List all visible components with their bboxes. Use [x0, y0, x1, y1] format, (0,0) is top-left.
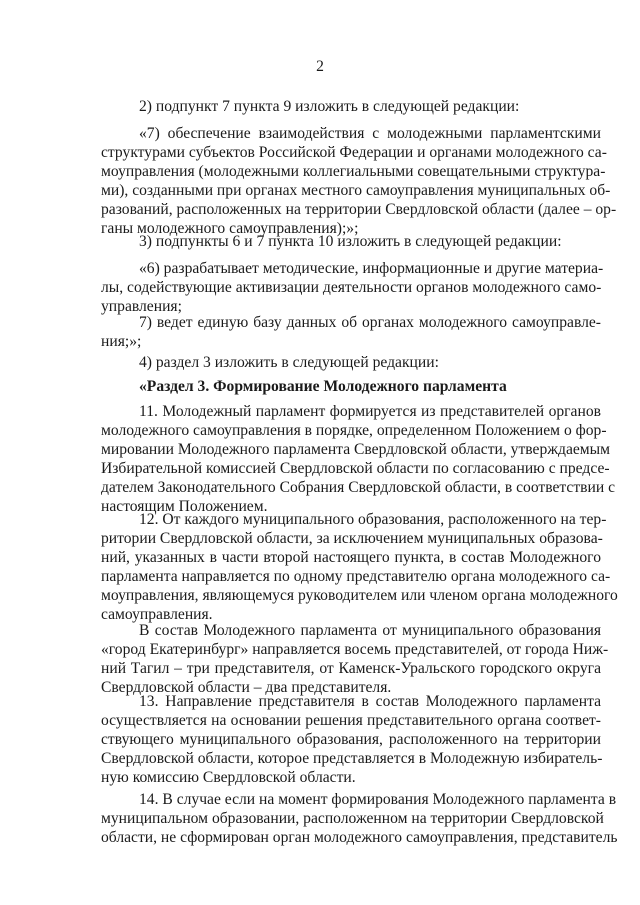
paragraph-item-12-part-2	[101, 621, 609, 697]
paragraph-amend-subitems-6-7	[101, 232, 601, 251]
text-line: ния;»;	[101, 333, 142, 350]
paragraph-item-13	[101, 692, 601, 787]
section-title: «Раздел 3. Формирование Молодежного парламента	[139, 378, 507, 395]
text-line: моуправления (молодежными коллегиальными совещательными структура-	[101, 163, 606, 180]
text-line: 12. От каждого муниципального образования, расположенного на тер-	[139, 511, 607, 528]
text-line: дателем Законодательного Собрания Свердловской области, в соответствии с	[101, 479, 616, 496]
text-line: ритории Свердловской области, за исключением муниципальных образова-	[101, 530, 603, 547]
text-line: ствующего муниципального образования, расположенного на территории	[101, 731, 601, 748]
text-line: 7) ведет единую базу данных об органах молодежного самоуправле-	[139, 314, 601, 331]
text-line: ний, указанных в части второй настоящего пункта, в состав Молодежного	[101, 549, 601, 566]
text-line: самоуправления.	[101, 606, 213, 623]
text-line: «7) обеспечение взаимодействия с молодежными парламентскими	[139, 125, 601, 142]
paragraph-subitem-7-database	[101, 313, 601, 351]
paragraph-item-11	[101, 402, 616, 516]
section-heading	[101, 377, 601, 396]
text-line: разований, расположенных на территории Свердловской области (далее – ор-	[101, 201, 617, 218]
text-line: управления;	[101, 298, 182, 315]
page-number: 2	[316, 58, 324, 75]
text-line: 3) подпункты 6 и 7 пункта 10 изложить в следующей редакции:	[139, 233, 562, 250]
text-line: 4) раздел 3 изложить в следующей редакции:	[139, 354, 439, 371]
text-line: муниципальном образовании, расположенном на территории Свердловской	[101, 810, 604, 827]
text-line: моуправления, являющемуся руководителем или членом органа молодежного	[101, 587, 618, 604]
text-line: мировании Молодежного парламента Свердловской области, утверждаемым	[101, 441, 611, 458]
text-line: ную комиссию Свердловской области.	[101, 769, 356, 786]
text-line: лы, содействующие активизации деятельности органов молодежного само-	[101, 279, 602, 296]
text-line: 11. Молодежный парламент формируется из представителей органов	[139, 403, 601, 420]
text-line: 2) подпункт 7 пункта 9 изложить в следующей редакции:	[139, 98, 520, 115]
text-line: 13. Направление представителя в состав Молодежного парламента	[139, 693, 601, 710]
paragraph-item-14	[101, 790, 618, 847]
text-line: «6) разрабатывает методические, информационные и другие материа-	[139, 260, 604, 277]
paragraph-quoted-subitem-7	[101, 124, 617, 238]
text-line: ми), созданными при органах местного самоуправления муниципальных об-	[101, 182, 611, 199]
text-line: «город Екатеринбург» направляется восемь представителей, от города Ниж-	[101, 641, 609, 658]
text-line: молодежного самоуправления в порядке, определенном Положением о фор-	[101, 422, 607, 439]
paragraph-quoted-subitem-6	[101, 259, 604, 316]
text-line: осуществляется на основании решения представительного органа соответ-	[101, 712, 601, 729]
text-line: ганы молодежного самоуправления);»;	[101, 220, 359, 237]
text-line: области, не сформирован орган молодежного самоуправления, представитель	[101, 829, 618, 846]
text-line: настоящим Положением.	[101, 498, 268, 515]
text-line: Свердловской области, которое представляется в Молодежную избиратель-	[101, 750, 603, 767]
text-line: Свердловской области – два представителя.	[101, 679, 392, 696]
paragraph-amend-subitem-7	[101, 97, 601, 116]
text-line: парламента направляется по одному представителю органа молодежного са-	[101, 568, 611, 585]
text-line: структурами субъектов Российской Федерации и органами молодежного са-	[101, 144, 607, 161]
text-line: Избирательной комиссией Свердловской области по согласованию с предсе-	[101, 460, 610, 477]
text-line: В состав Молодежного парламента от муниципального образования	[139, 622, 601, 639]
paragraph-item-12	[101, 510, 618, 624]
text-line: ний Тагил – три представителя, от Каменск-Уральского городского округа	[101, 660, 601, 677]
paragraph-amend-section-3	[101, 353, 601, 372]
text-line: 14. В случае если на момент формирования Молодежного парламента в	[139, 791, 617, 808]
